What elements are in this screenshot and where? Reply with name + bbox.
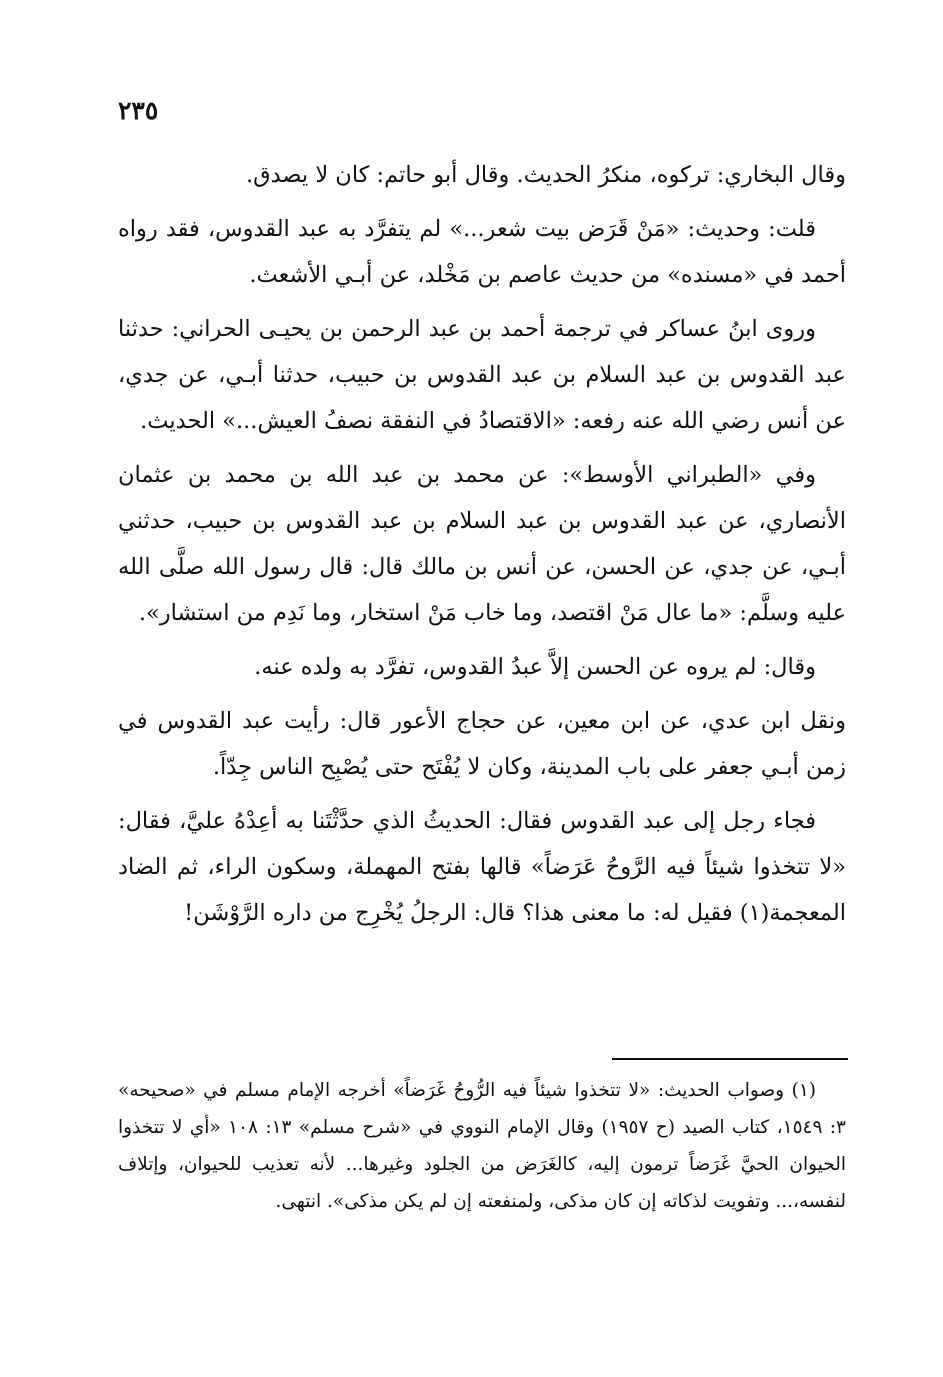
main-text xyxy=(118,152,846,944)
paragraph: قلت: وحديث: «مَنْ قَرَض بيت شعر...» لم يتفرَّد به عبد القدوس، فقد رواه أحمد في «مسنده» من حديث عاصم بن مَخْلد، عن أبـي الأشعث. xyxy=(118,216,846,288)
paragraph: فجاء رجل إلى عبد القدوس فقال: الحديثُ الذي حدَّثْتَنا به أعِدْهُ عليَّ، فقال: «لا تتخذوا شيئاً فيه الرَّوحُ عَرَضاً» قالها بفتح المهملة، وسكون الراء، ثم الضاد المعجمة(١) فقيل له: ما معنى هذا؟ قال: الرجلُ يُخْرِج من داره الرَّوْشَن! xyxy=(118,808,846,926)
footnote: (١) وصواب الحديث: «لا تتخذوا شيئاً فيه الرُّوحُ غَرَضاً» أخرجه الإمام مسلم في «صحيحه» ٣: ١٥٤٩، كتاب الصيد (ح ١٩٥٧) وقال الإمام النووي في «شرح مسلم» ١٣: ١٠٨ «أي لا تتخذوا الحيوان الحيَّ غَرَضاً ترمون إليه، كالغَرَض من الجلود وغيرها... لأنه تعذيب للحيوان، وإتلاف لنفسه،... وتفويت لذكاته إن كان مذكى، ولمنفعته إن لم يكن مذكى». انتهى. xyxy=(118,1080,846,1212)
paragraph: وقال: لم يروه عن الحسن إلاَّ عبدُ القدوس، تفرَّد به ولده عنه. xyxy=(254,654,816,680)
paragraph: وقال البخاري: تركوه، منكرُ الحديث. وقال أبو حاتم: كان لا يصدق. xyxy=(245,162,846,188)
footnotes xyxy=(118,1072,846,1220)
paragraph: وفي «الطبراني الأوسط»: عن محمد بن عبد الله بن محمد بن عثمان الأنصاري، عن عبد القدوس بن عبد السلام بن عبد القدوس بن حبيب، حدثني أبـي، عن جدي، عن الحسن، عن أنس بن مالك قال: قال رسول الله صلَّى الله عليه وسلَّم: «ما عال مَنْ اقتصد، وما خاب مَنْ استخار، وما نَدِم من استشار». xyxy=(118,462,846,626)
paragraph: ونقل ابن عدي، عن ابن معين، عن حجاج الأعور قال: رأيت عبد القدوس في زمن أبـي جعفر على باب المدينة، وكان لا يُفْتَح حتى يُصْبِح الناس جِدّاً. xyxy=(118,708,846,780)
footnote-separator xyxy=(612,1058,848,1060)
page-number: ٢٣٥ xyxy=(118,96,159,125)
paragraph: وروى ابنُ عساكر في ترجمة أحمد بن عبد الرحمن بن يحيـى الحراني: حدثنا عبد القدوس بن عبد السلام بن عبد القدوس بن حبيب، حدثنا أبـي، عن جدي، عن أنس رضي الله عنه رفعه: «الاقتصادُ في النفقة نصفُ العيش...» الحديث. xyxy=(118,316,846,434)
